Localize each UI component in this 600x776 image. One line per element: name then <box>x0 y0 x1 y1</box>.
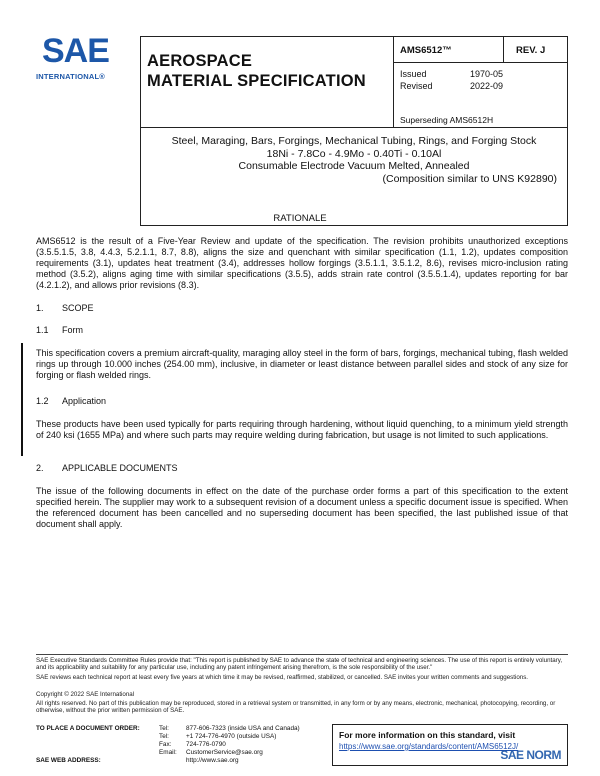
section-1-1-title: Form <box>62 325 83 335</box>
section-1-number: 1. <box>36 303 44 313</box>
more-info-box <box>332 724 568 766</box>
header-divider <box>141 127 567 128</box>
fax-label: Fax: <box>159 741 172 748</box>
title-line-1: AEROSPACE <box>147 52 253 70</box>
sae-norm-watermark: SAE NORM <box>500 748 561 762</box>
issued-value: 1970-05 <box>470 69 504 79</box>
section-1-2-number: 1.2 <box>36 396 49 406</box>
section-2-number: 2. <box>36 463 44 473</box>
order-label: TO PLACE A DOCUMENT ORDER: <box>36 725 140 732</box>
contact-row-email <box>36 749 336 757</box>
standard-url-link[interactable]: https://www.sae.org/standards/content/AMS6512J/ <box>339 742 519 751</box>
section-1-heading <box>36 303 94 313</box>
contact-row-tel2 <box>36 733 336 741</box>
contact-row-web <box>36 757 336 765</box>
issued-label: Issued <box>400 69 427 79</box>
desc-line-3: Consumable Electrode Vacuum Melted, Annealed <box>238 160 470 172</box>
spec-type-title <box>141 37 394 127</box>
email-link[interactable]: CustomerService@sae.org <box>186 749 263 756</box>
section-2-heading <box>36 463 178 473</box>
fax-value: 724-776-0790 <box>186 741 226 748</box>
rationale-heading: RATIONALE <box>273 213 327 224</box>
section-1-2-text: These products have been used typically for parts requiring through hardening, without liquid quenching, to a minimum yield strength of 240 ksi (1655 MPa) and where such parts may require welding during fabrication, but usage is not limited to such applications. <box>36 419 568 440</box>
sae-logo <box>36 34 132 84</box>
superseding-note: Superseding AMS6512H <box>400 115 494 125</box>
section-2-title: APPLICABLE DOCUMENTS <box>62 463 178 473</box>
email-label: Email: <box>159 749 177 756</box>
tel2-value: +1 724-776-4970 (outside USA) <box>186 733 277 740</box>
contact-row-tel1 <box>36 725 336 733</box>
order-contact-block <box>36 725 336 765</box>
footer-note-1: SAE Executive Standards Committee Rules provide that: "This report is published by SAE to advance the state of technical and engineering sciences. The use of this report is entirely voluntary, and its applicability and suitability for any particular use, including any patent infringement arising therefrom, is the sole responsibility of the user." <box>36 657 563 672</box>
date-block <box>394 63 568 127</box>
logo-text: SAE <box>42 32 109 70</box>
footer-note-2: SAE reviews each technical report at least every five years at which time it may be revised, reaffirmed, stabilized, or cancelled. SAE invites your written comments and suggestions. <box>36 674 529 681</box>
desc-line-2: 18Ni - 7.8Co - 4.9Mo - 0.40Ti - 0.10Al <box>266 147 442 160</box>
rationale-text: AMS6512 is the result of a Five-Year Review and update of the specification. The revision prohibits unauthorized exceptions (3.5.5.1.5, 3.8, 4.4.3, 5.2.1.1, 8.7, 8.8), aligns the size and quenchant with similar specification (1.1, 1.2), updates composition requirements (3.1), updates heat treatment (3.4), addresses hollow forgings (3.5.1.1, 3.5.1.2, 8.6), revises micro-inclusion rating method (3.5.2), aligns aging time with similar specifications (3.5.5), adds strain rate control (3.5.5.1.4), updates reporting for bar (4.2.1.2), and allows prior revisions (8.3). <box>36 236 568 290</box>
change-bar <box>21 343 23 456</box>
desc-line-1: Steel, Maraging, Bars, Forgings, Mechanical Tubing, Rings, and Forging Stock <box>171 135 537 147</box>
section-1-1-number: 1.1 <box>36 325 49 335</box>
more-info-title: For more information on this standard, visit <box>339 730 516 740</box>
tel1-value: 877-606-7323 (inside USA and Canada) <box>186 725 300 732</box>
footer-copyright: Copyright © 2022 SAE International <box>36 691 135 698</box>
section-1-title: SCOPE <box>62 303 94 313</box>
section-2-text: The issue of the following documents in effect on the date of the purchase order forms a part of this specification to the extent specified herein. The supplier may work to a subsequent revision of a document unless a specific document issue is specified. When the referenced document has been cancelled and no superseding document has been specified, the last published issue of that document shall apply. <box>36 486 568 529</box>
revision-label: REV. J <box>504 37 568 63</box>
desc-line-4: (Composition similar to UNS K92890) <box>382 172 557 185</box>
spec-header <box>140 36 568 226</box>
section-1-1-text: This specification covers a premium aircraft-quality, maraging alloy steel in the form of bars, forgings, mechanical tubing, flash welded rings up through 10.000 inches (254.00 mm), inclusive, in diameter or least distance between parallel sides and stock of any size for forging or flash welded rings. <box>36 348 568 380</box>
section-1-2-heading <box>36 396 106 406</box>
logo-subtext: INTERNATIONAL® <box>36 72 106 81</box>
contact-row-fax <box>36 741 336 749</box>
footer-rights: All rights reserved. No part of this publication may be reproduced, stored in a retrieval system or transmitted, in any form or by any means, electronic, mechanical, photocopying, recording, or otherwise, without the prior written permission of SAE. <box>36 700 556 715</box>
tel2-label: Tel: <box>159 733 169 740</box>
tel1-label: Tel: <box>159 725 169 732</box>
spec-description <box>141 135 567 185</box>
footer-rule <box>36 654 568 655</box>
web-link[interactable]: http://www.sae.org <box>186 757 239 764</box>
revised-value: 2022-09 <box>470 81 504 91</box>
section-1-1-heading <box>36 325 83 335</box>
title-line-2: MATERIAL SPECIFICATION <box>147 72 366 90</box>
revised-label: Revised <box>400 81 433 91</box>
section-1-2-title: Application <box>62 396 107 406</box>
web-label: SAE WEB ADDRESS: <box>36 757 101 764</box>
doc-number: AMS6512™ <box>394 37 504 63</box>
